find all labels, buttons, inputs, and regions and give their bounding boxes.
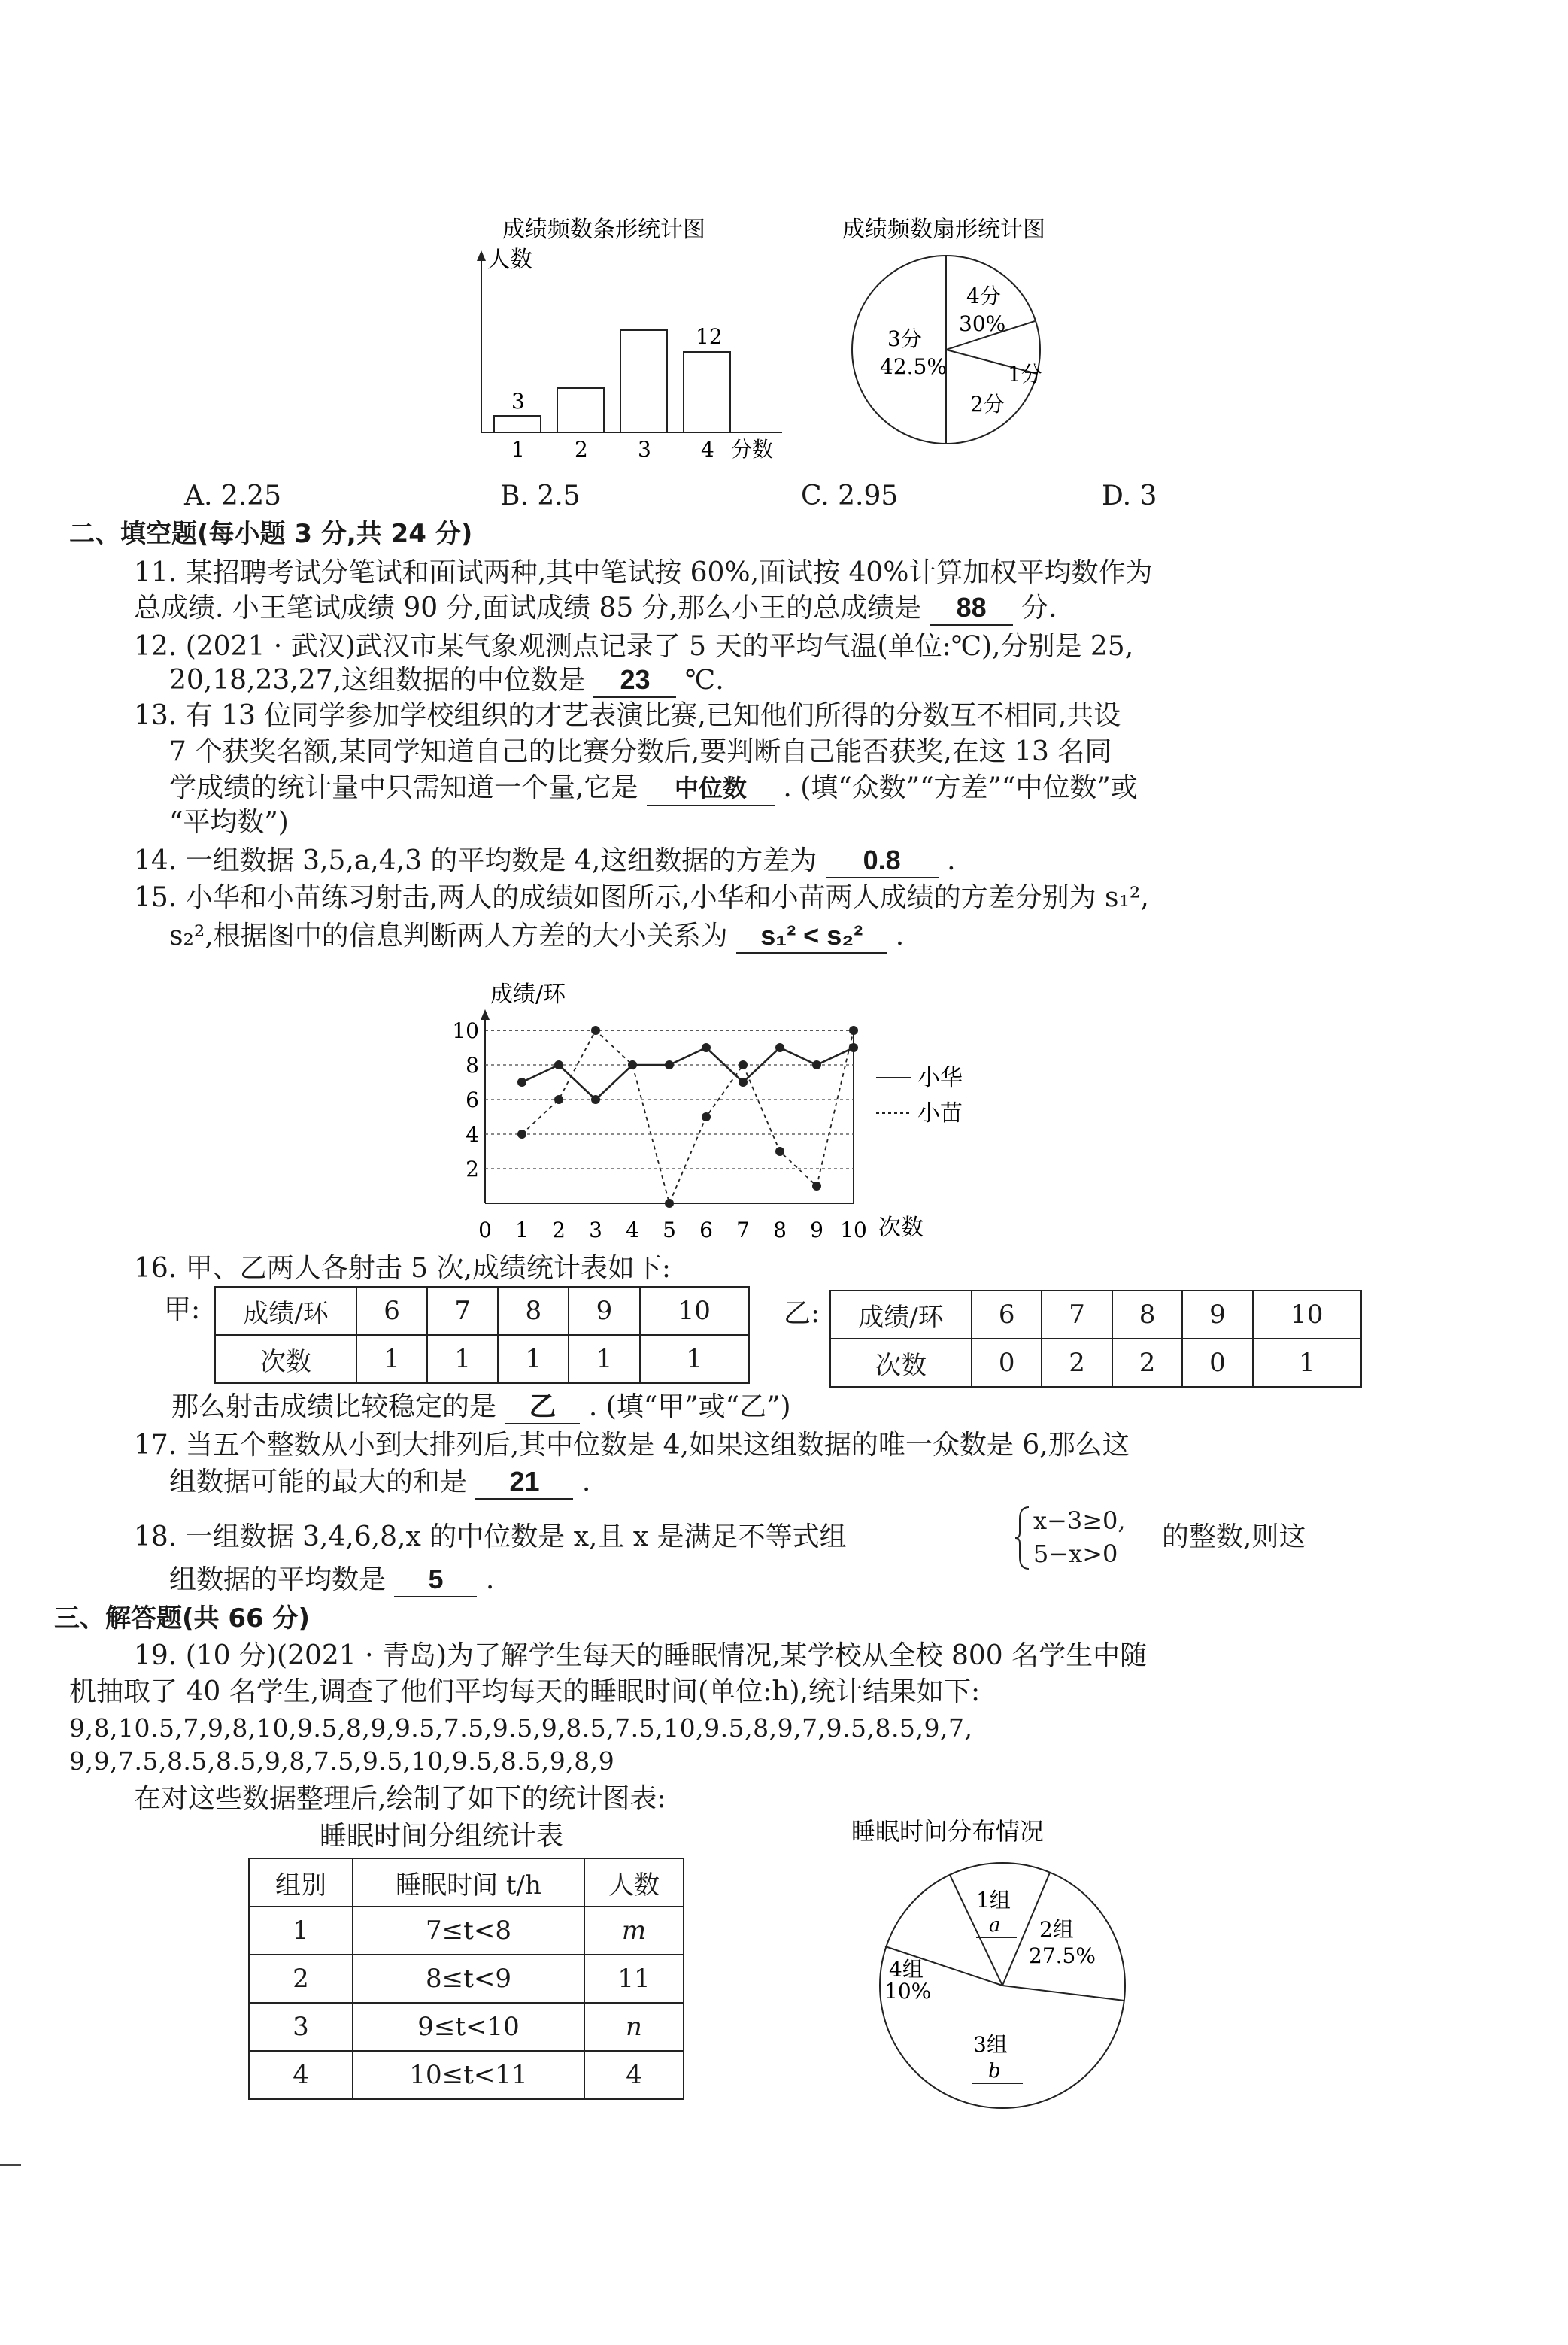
bar-1-value: 3: [511, 389, 525, 414]
table-cell: 1: [569, 1335, 639, 1383]
data-point: [665, 1199, 674, 1208]
data-point: [702, 1043, 711, 1052]
q16: 16. 甲、乙两人各射击 5 次,成绩统计表如下:: [134, 1253, 672, 1284]
table-cell: 1: [427, 1335, 498, 1383]
data-point: [775, 1043, 784, 1052]
x-tick-label: 7: [736, 1218, 750, 1242]
q19-table-title: 睡眠时间分组统计表: [320, 1821, 564, 1852]
q15-answer: s₁² < s₂²: [736, 919, 887, 954]
q19-line2: 机抽取了 40 名学生,调查了他们平均每天的睡眠时间(单位:h),统计结果如下:: [69, 1676, 981, 1707]
data-point: [775, 1147, 784, 1156]
x-tick-label: 6: [699, 1218, 713, 1242]
table-row: [249, 1858, 684, 1907]
q12-line2: [169, 663, 724, 698]
table-cell: m: [584, 1907, 684, 1955]
q19-data-1: 9,8,10.5,7,9,8,10,9.5,8,9,9.5,7.5,9.5,9,8.5,7.5,10,9.5,8,9,7,9.5,8.5,9,7,: [69, 1713, 973, 1743]
pie-label: 3分: [887, 326, 922, 351]
table-cell: 10: [1253, 1291, 1361, 1339]
bar-3: [620, 330, 667, 432]
q17-line2: [169, 1465, 590, 1500]
pie-pct: 30%: [959, 311, 1006, 336]
bar-2: [557, 388, 604, 432]
bar-xtick: 3: [638, 437, 651, 462]
q16-yi-label: 乙:: [784, 1298, 820, 1329]
pie-label: 4分: [966, 284, 1001, 308]
pie-label: 2组: [1039, 1917, 1074, 1942]
q13-line3: [169, 772, 1138, 806]
q18-answer: 5: [394, 1563, 477, 1597]
table-cell: 次数: [830, 1339, 972, 1387]
q19-data-2: 9,9,7.5,8.5,8.5,9,8,7.5,9.5,10,9.5,8.5,9,8,9: [69, 1746, 615, 1776]
bar-xtick: 4: [701, 437, 714, 462]
q17-text: 组数据可能的最大的和是: [169, 1467, 468, 1497]
table-row: [830, 1291, 1361, 1339]
q14-answer: 0.8: [826, 844, 939, 878]
line-chart-ylabel: 成绩/环: [490, 981, 566, 1008]
q10-option-c: C. 2.95: [801, 481, 899, 511]
q18-ineq-1: x−3≥0,: [1033, 1506, 1126, 1535]
data-point: [517, 1130, 526, 1139]
table-cell: 10: [640, 1287, 750, 1335]
x-tick-label: 2: [552, 1218, 566, 1242]
q19-after: 在对这些数据整理后,绘制了如下的统计图表:: [134, 1783, 666, 1814]
data-point: [628, 1060, 637, 1069]
x-tick-label: 8: [773, 1218, 787, 1242]
data-point: [702, 1112, 711, 1121]
table-cell: 次数: [215, 1335, 356, 1383]
q14: [134, 844, 956, 878]
table-cell: 10≤t<11: [353, 2051, 584, 2099]
table-cell: 2: [249, 1955, 353, 2003]
pie-pct: b: [988, 2060, 1001, 2083]
section-title: 二、填空题(每小题 3 分,共 24 分): [69, 519, 473, 549]
table-cell: 7≤t<8: [353, 1907, 584, 1955]
q11: 11. 某招聘考试分笔试和面试两种,其中笔试按 60%,面试按 40%计算加权平均数作为: [134, 557, 1153, 588]
pie-sleep-title: 睡眠时间分布情况: [851, 1817, 1045, 1846]
q12-text: 20,18,23,27,这组数据的中位数是: [169, 665, 586, 696]
q12: 12. (2021 · 武汉)武汉市某气象观测点记录了 5 天的平均气温(单位:℃),分别是 25,: [134, 631, 1134, 662]
series-line-1: [522, 1048, 854, 1100]
q15-line2: [169, 919, 904, 954]
y-tick-label: 10: [452, 1018, 479, 1043]
q19: 19. (10 分)(2021 · 青岛)为了解学生每天的睡眠情况,某学校从全校 800 名学生中随: [134, 1640, 1148, 1671]
data-point: [554, 1095, 563, 1104]
x-tick-label: 1: [515, 1218, 529, 1242]
pie-pct: 42.5%: [880, 354, 947, 379]
bar-4: [684, 352, 730, 432]
table-row: [249, 1955, 684, 2003]
table-cell: 1: [1253, 1339, 1361, 1387]
q14-text: 14. 一组数据 3,5,a,4,3 的平均数是 4,这组数据的方差为: [134, 845, 817, 876]
q15-text: s₂²,根据图中的信息判断两人方差的大小关系为: [169, 921, 728, 951]
q18-ineq-2: 5−x>0: [1033, 1540, 1118, 1568]
table-cell: 8: [498, 1287, 569, 1335]
table-cell: n: [584, 2003, 684, 2051]
q13-answer: 中位数: [647, 772, 775, 806]
table-cell: 1: [356, 1335, 427, 1383]
table-row: [215, 1335, 749, 1383]
q16-jia-label: 甲:: [164, 1294, 201, 1325]
table-cell: 0: [1182, 1339, 1252, 1387]
pie-label: 1组: [976, 1888, 1011, 1913]
q16-text: . (填“甲”或“乙”): [588, 1391, 791, 1422]
table-cell: 9: [569, 1287, 639, 1335]
q18: [134, 1521, 847, 1554]
q19-group-table: [248, 1858, 684, 2100]
bar-chart-ylabel: 人数: [487, 247, 532, 273]
table-row: [249, 2003, 684, 2051]
table-cell: 6: [972, 1291, 1042, 1339]
bar-1: [494, 416, 541, 432]
q17-text: .: [581, 1467, 591, 1497]
bar-chart: [451, 214, 797, 470]
legend-label: 小苗: [917, 1100, 963, 1127]
q16-answer: 乙: [505, 1390, 580, 1424]
q10-option-b: B. 2.5: [500, 481, 581, 511]
bar-chart-title: 成绩频数条形统计图: [502, 217, 705, 243]
y-tick-label: 6: [466, 1088, 479, 1112]
page-margin-mark: [0, 2164, 21, 2166]
x-tick-label: 10: [840, 1218, 867, 1242]
q16-jia-table: [214, 1286, 750, 1384]
table-cell: 1: [640, 1335, 750, 1383]
bar-xtick: 2: [575, 437, 588, 462]
x-tick-label: 5: [663, 1218, 676, 1242]
data-point: [812, 1182, 821, 1191]
q13: 13. 有 13 位同学参加学校组织的才艺表演比赛,已知他们所得的分数互不相同,共设: [134, 700, 1121, 731]
pie-label: 4组: [889, 1957, 924, 1982]
table-row: [830, 1339, 1361, 1387]
data-point: [739, 1078, 748, 1087]
q18-text: 18. 一组数据 3,4,6,8,x 的中位数是 x,且 x 是满足不等式组: [134, 1521, 847, 1552]
table-cell: 0: [972, 1339, 1042, 1387]
pie-chart-title: 成绩频数扇形统计图: [842, 217, 1045, 243]
q16-text: 那么射击成绩比较稳定的是: [171, 1391, 497, 1422]
q11-text: 分.: [1021, 593, 1057, 623]
pie-chart-sleep: [842, 1813, 1158, 2128]
table-cell: 1: [498, 1335, 569, 1383]
x-tick-label: 0: [478, 1218, 492, 1242]
line-chart-xlabel: 次数: [878, 1215, 924, 1241]
table-cell: 9: [1182, 1291, 1252, 1339]
data-point: [591, 1026, 600, 1035]
q18-inequality-system: [1014, 1504, 1157, 1572]
pie-label: 3组: [973, 2032, 1008, 2057]
data-point: [812, 1060, 821, 1069]
table-cell: 1: [249, 1907, 353, 1955]
q16-tail: [171, 1390, 791, 1424]
table-cell: 8: [1112, 1291, 1182, 1339]
pie-pct: a: [989, 1914, 1001, 1937]
legend-label: 小华: [917, 1065, 963, 1091]
table-cell: 2: [1042, 1339, 1112, 1387]
table-cell: 7: [1042, 1291, 1112, 1339]
q16-yi-table: [829, 1290, 1362, 1388]
q17-answer: 21: [475, 1465, 573, 1500]
section-title: 三、解答题(共 66 分): [54, 1603, 311, 1634]
table-header: 人数: [584, 1858, 684, 1907]
q13-text: . (填“众数”“方差”“中位数”或: [783, 772, 1138, 803]
table-header: 睡眠时间 t/h: [353, 1858, 584, 1907]
table-cell: 成绩/环: [830, 1291, 972, 1339]
table-cell: 3: [249, 2003, 353, 2051]
q13-line2: 7 个获奖名额,某同学知道自己的比赛分数后,要判断自己能否获奖,在这 13 名同: [169, 736, 1112, 767]
bar-xtick: 1: [511, 437, 525, 462]
table-row: [249, 1907, 684, 1955]
x-tick-label: 9: [810, 1218, 823, 1242]
table-cell: 4: [584, 2051, 684, 2099]
pie-label: 2分: [970, 392, 1005, 417]
table-cell: 11: [584, 1955, 684, 2003]
q13-text: 学成绩的统计量中只需知道一个量,它是: [169, 772, 638, 803]
x-tick-label: 4: [626, 1218, 639, 1242]
q18-text: 组数据的平均数是: [169, 1564, 387, 1595]
y-axis-arrow: [481, 1009, 490, 1020]
y-tick-label: 2: [466, 1157, 479, 1182]
pie-chart-scores: [827, 214, 1113, 470]
pie-pct: 27.5%: [1029, 1943, 1096, 1968]
y-tick-label: 8: [466, 1053, 479, 1078]
data-point: [739, 1060, 748, 1069]
pie-label: 1分: [1008, 362, 1042, 387]
q11-line2: [134, 591, 1057, 626]
table-row: [249, 2051, 684, 2099]
q11-answer: 88: [930, 591, 1013, 626]
q13-line4: “平均数”): [169, 807, 289, 838]
table-cell: 9≤t<10: [353, 2003, 584, 2051]
table-cell: 6: [356, 1287, 427, 1335]
y-tick-label: 4: [466, 1122, 479, 1147]
data-point: [591, 1095, 600, 1104]
line-chart: [444, 978, 970, 1256]
q18-post: 的整数,则这: [1162, 1521, 1306, 1552]
q17: 17. 当五个整数从小到大排列后,其中位数是 4,如果这组数据的唯一众数是 6,那么这: [134, 1430, 1130, 1461]
q11-text: 总成绩. 小王笔试成绩 90 分,面试成绩 85 分,那么小王的总成绩是: [134, 593, 922, 623]
data-point: [849, 1026, 858, 1035]
q15-text: .: [895, 921, 905, 951]
x-tick-label: 3: [589, 1218, 602, 1242]
q14-text: .: [947, 845, 956, 876]
table-header: 组别: [249, 1858, 353, 1907]
data-point: [554, 1060, 563, 1069]
q18-line2: [169, 1563, 494, 1597]
table-cell: 4: [249, 2051, 353, 2099]
q12-answer: 23: [593, 663, 676, 698]
q10-option-a: A. 2.25: [184, 481, 282, 511]
q18-text: .: [485, 1564, 495, 1595]
data-point: [517, 1078, 526, 1087]
table-row: [215, 1287, 749, 1335]
pie-pct: 10%: [884, 1979, 932, 2004]
table-cell: 8≤t<9: [353, 1955, 584, 2003]
q12-text: ℃.: [684, 665, 724, 696]
table-cell: 2: [1112, 1339, 1182, 1387]
bar-xlabel: 分数: [731, 437, 774, 462]
table-cell: 7: [427, 1287, 498, 1335]
table-cell: 成绩/环: [215, 1287, 356, 1335]
bar-4-value: 12: [696, 324, 723, 349]
data-point: [665, 1060, 674, 1069]
q15: 15. 小华和小苗练习射击,两人的成绩如图所示,小华和小苗两人成绩的方差分别为 s₁²,: [134, 882, 1149, 913]
q10-option-d: D. 3: [1102, 481, 1157, 511]
